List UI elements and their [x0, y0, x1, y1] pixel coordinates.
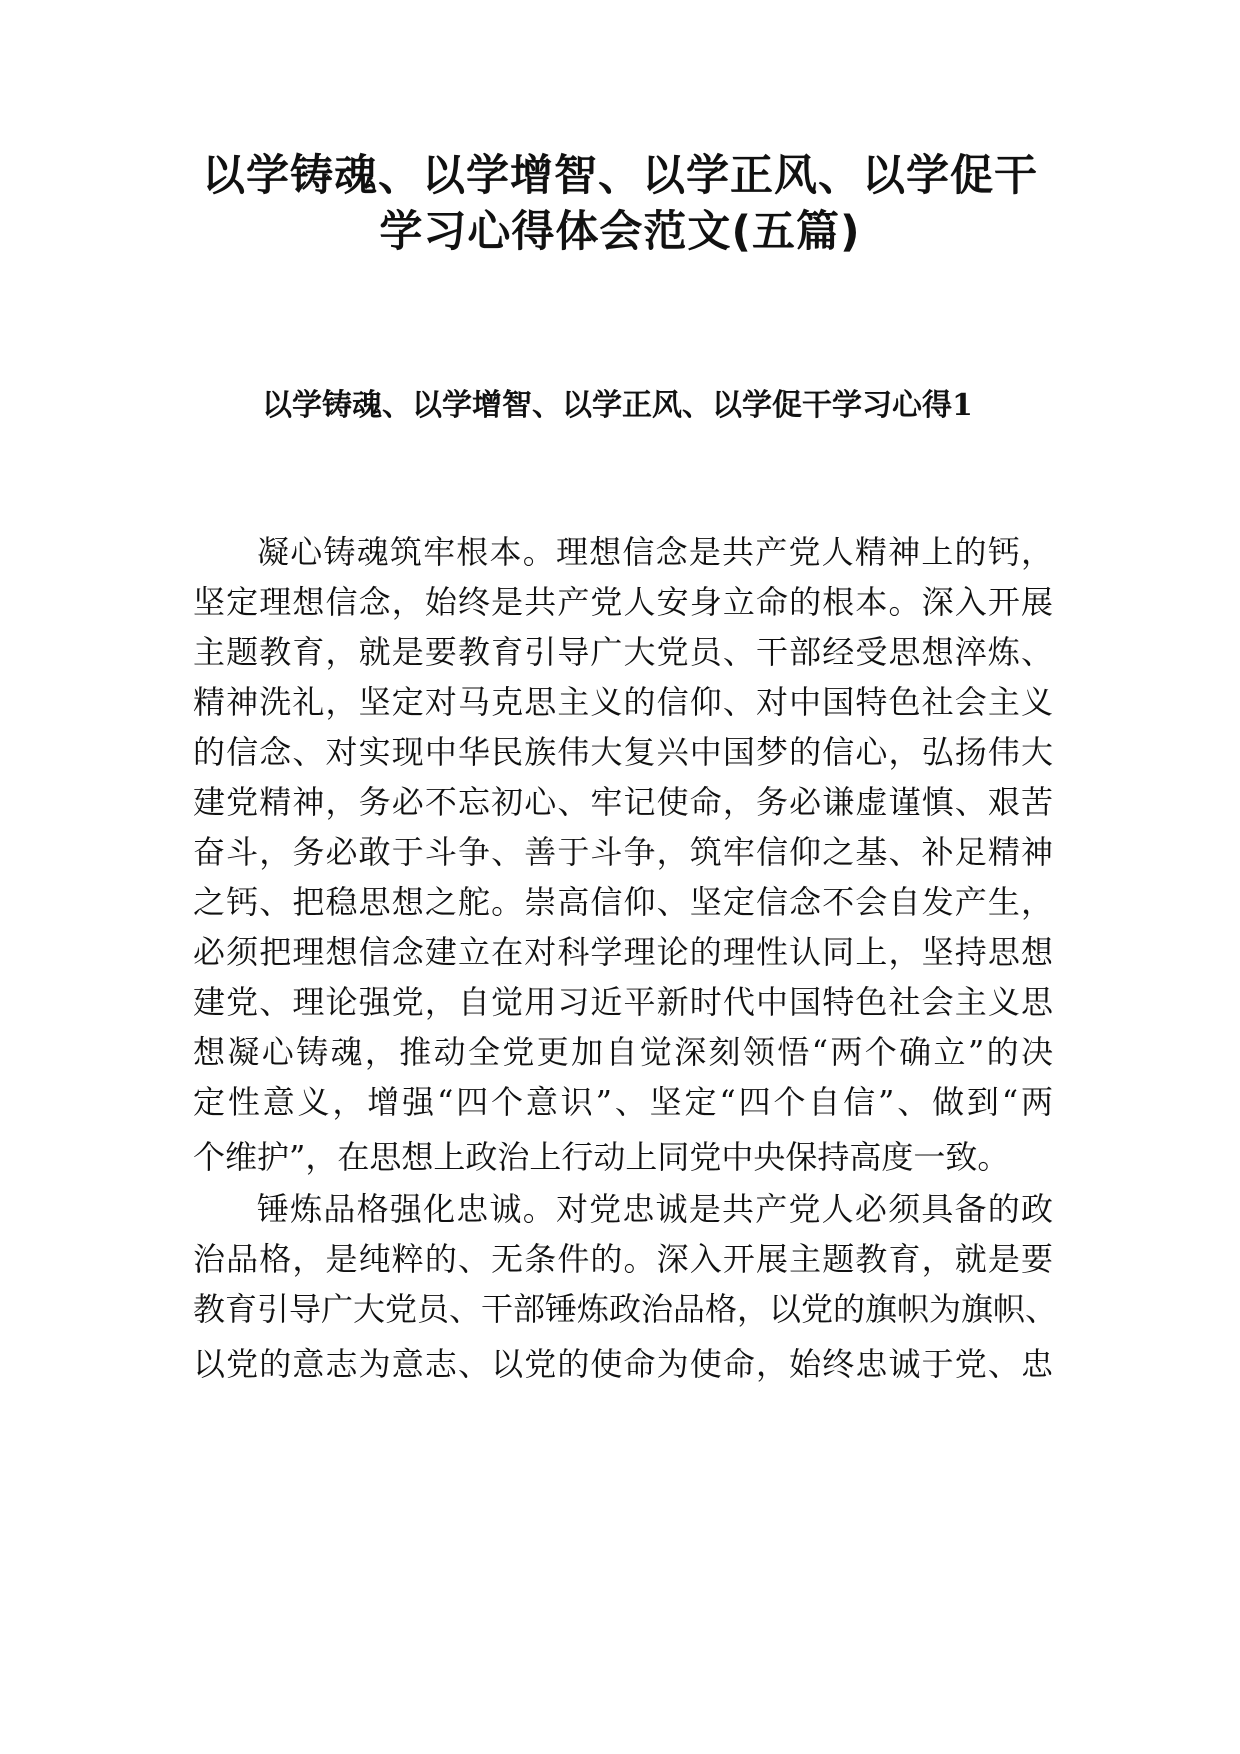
- paragraph-1-line-11: 想凝心铸魂，推动全党更加自觉深刻领悟“两个确立”的决: [193, 1033, 1053, 1071]
- section-heading: 以学铸魂、以学增智、以学正风、以学促干学习心得1: [262, 388, 973, 423]
- paragraph-1-line-3: 主题教育，就是要教育引导广大党员、干部经受思想淬炼、: [193, 633, 1053, 671]
- title-line-1: 以学铸魂、以学增智、以学正风、以学促干: [202, 151, 1038, 201]
- paragraph-2-line-4: 以党的意志为意志、以党的使命为使命，始终忠诚于党、忠: [193, 1345, 1053, 1383]
- paragraph-2-line-2: 治品格，是纯粹的、无条件的。深入开展主题教育，就是要: [193, 1240, 1053, 1278]
- paragraph-1-line-4: 精神洗礼，坚定对马克思主义的信仰、对中国特色社会主义: [193, 683, 1053, 721]
- paragraph-1-line-9: 必须把理想信念建立在对科学理论的理性认同上，坚持思想: [193, 933, 1053, 971]
- paragraph-1-line-5: 的信念、对实现中华民族伟大复兴中国梦的信心，弘扬伟大: [193, 733, 1053, 771]
- document-title: [150, 148, 1090, 260]
- paragraph-1-line-7: 奋斗，务必敢于斗争、善于斗争，筑牢信仰之基、补足精神: [193, 833, 1053, 871]
- paragraph-1-line-6: 建党精神，务必不忘初心、牢记使命，务必谦虚谨慎、艰苦: [193, 783, 1053, 821]
- paragraph-1-line-2: 坚定理想信念，始终是共产党人安身立命的根本。深入开展: [193, 583, 1053, 621]
- title-line-2: 学习心得体会范文(五篇): [379, 207, 861, 257]
- paragraph-2-line-3: 教育引导广大党员、干部锤炼政治品格，以党的旗帜为旗帜、: [193, 1290, 1058, 1328]
- paragraph-1-line-13: 个维护”，在思想上政治上行动上同党中央保持高度一致。: [193, 1138, 1010, 1176]
- paragraph-1-line-1: 凝心铸魂筑牢根本。理想信念是共产党人精神上的钙，: [257, 533, 1053, 571]
- paragraph-1-line-10: 建党、理论强党，自觉用习近平新时代中国特色社会主义思: [193, 983, 1053, 1021]
- paragraph-2-line-1: 锤炼品格强化忠诚。对党忠诚是共产党人必须具备的政: [257, 1190, 1053, 1228]
- paragraph-1-line-8: 之钙、把稳思想之舵。崇高信仰、坚定信念不会自发产生，: [193, 883, 1053, 921]
- paragraph-1-line-12: 定性意义，增强“四个意识”、坚定“四个自信”、做到“两: [193, 1083, 1053, 1121]
